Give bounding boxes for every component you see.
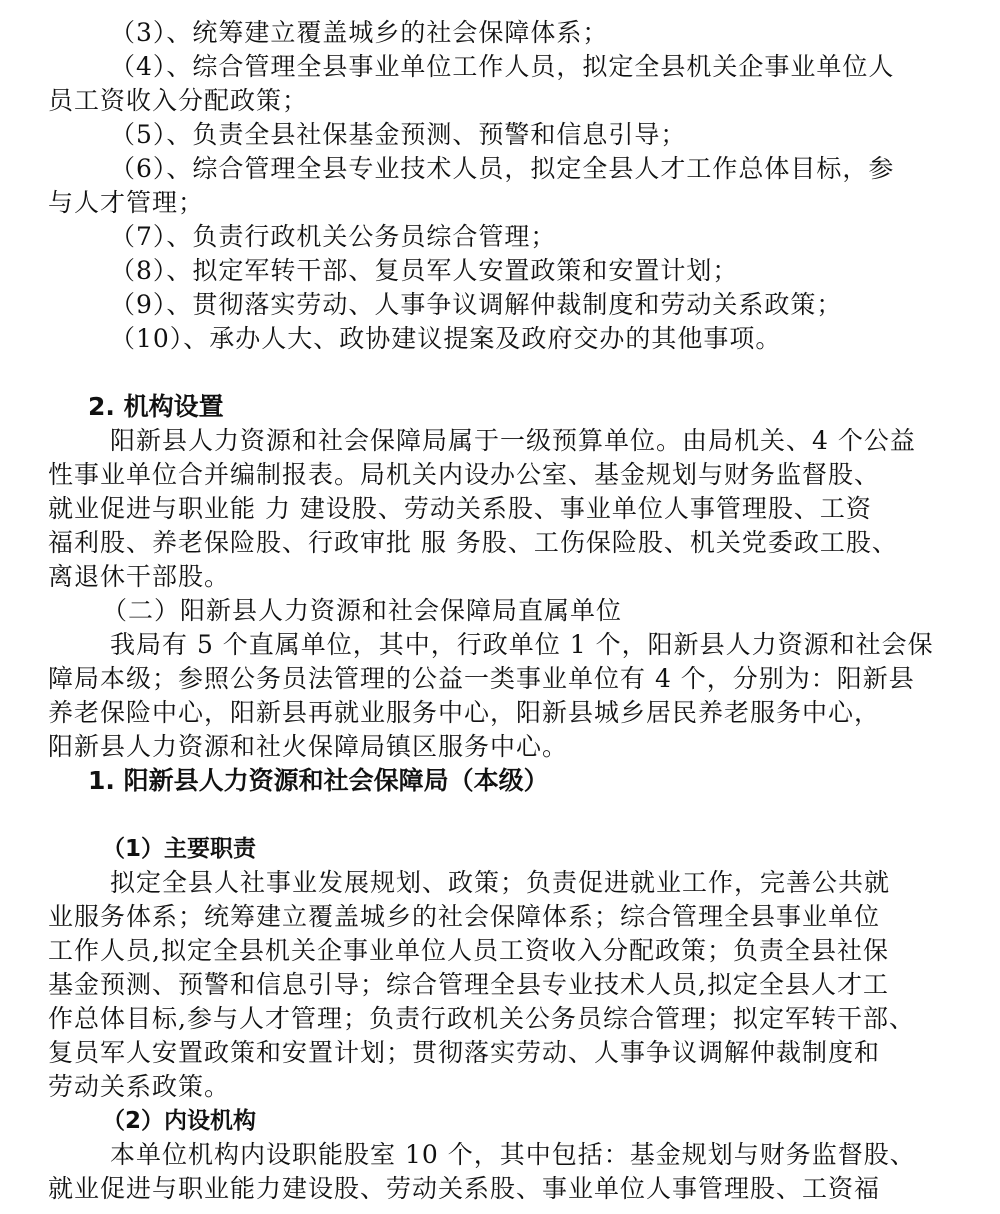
list-item-8: （8）、拟定军转干部、复员军人安置政策和安置计划； [110,256,739,285]
section-2-line: 阳新县人力资源和社会保障局属于一级预算单位。由局机关、4 个公益 [110,426,916,455]
duties-line: 作总体目标,参与人才管理；负责行政机关公务员综合管理；拟定军转干部、 [48,1004,915,1033]
list-item-6-cont: 与人才管理； [48,188,205,217]
part-2-line: 养老保险中心，阳新县再就业服务中心，阳新县城乡居民养老服务中心， [48,698,881,727]
list-item-5: （5）、负责全县社保基金预测、预警和信息引导； [110,120,687,149]
part-2-line: 我局有 5 个直属单位，其中，行政单位 1 个，阳新县人力资源和社会保 [110,630,934,659]
duties-line: 业服务体系；统筹建立覆盖城乡的社会保障体系；综合管理全县事业单位 [48,902,881,931]
part-2-line: 障局本级；参照公务员法管理的公益一类事业单位有 4 个，分别为：阳新县 [48,664,915,693]
list-item-10: （10）、承办人大、政协建议提案及政府交办的其他事项。 [110,324,782,353]
duties-line: 工作人员,拟定全县机关企事业单位人员工资收入分配政策；负责全县社保 [48,936,889,965]
list-item-4: （4）、综合管理全县事业单位工作人员，拟定全县机关企事业单位人 [110,52,895,81]
duties-line: 复员军人安置政策和安置计划；贯彻落实劳动、人事争议调解仲裁制度和 [48,1038,881,1067]
section-2-line: 性事业单位合并编制报表。局机关内设办公室、基金规划与财务监督股、 [48,460,881,489]
internal-line: 就业促进与职业能力建设股、劳动关系股、事业单位人事管理股、工资福 [48,1174,881,1203]
list-item-9: （9）、贯彻落实劳动、人事争议调解仲裁制度和劳动关系政策； [110,290,843,319]
unit-1-heading: 1. 阳新县人力资源和社会保障局（本级） [88,766,549,795]
internal-heading: （2）内设机构 [102,1108,257,1134]
list-item-7: （7）、负责行政机关公务员综合管理； [110,222,557,251]
duties-line: 劳动关系政策。 [48,1072,231,1101]
duties-line: 基金预测、预警和信息引导；综合管理全县专业技术人员,拟定全县人才工 [48,970,889,999]
list-item-6: （6）、综合管理全县专业技术人员，拟定全县人才工作总体目标，参 [110,154,895,183]
duties-line: 拟定全县人社事业发展规划、政策；负责促进就业工作，完善公共就 [110,868,891,897]
list-item-3: （3）、统筹建立覆盖城乡的社会保障体系； [110,18,609,47]
duties-heading: （1）主要职责 [102,836,257,862]
section-2-line: 离退休干部股。 [48,562,231,591]
part-2-heading: （二）阳新县人力资源和社会保障局直属单位 [102,596,623,625]
internal-line: 本单位机构内设职能股室 10 个，其中包括：基金规划与财务监督股、 [110,1140,916,1169]
list-item-4-cont: 员工资收入分配政策； [48,86,309,115]
part-2-line: 阳新县人力资源和社火保障局镇区服务中心。 [48,732,569,761]
document-page [48,16,934,1206]
section-2-line: 就业促进与职业能 力 建设股、劳动关系股、事业单位人事管理股、工资 [48,494,872,523]
section-2-line: 福利股、养老保险股、行政审批 服 务股、工伤保险股、机关党委政工股、 [48,528,898,557]
section-2-heading: 2. 机构设置 [88,392,224,421]
